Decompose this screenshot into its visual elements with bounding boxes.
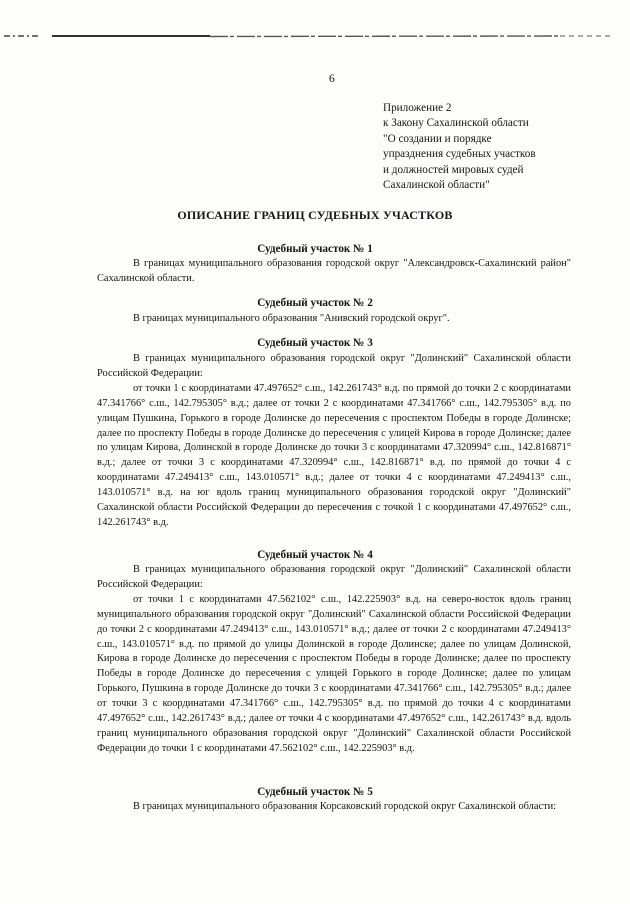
section-title-5: Судебный участок № 5 (257, 786, 373, 798)
paragraph: В границах муниципального образования городской округ "Александровск-Сахалинский район" Сахалинской области. (97, 258, 571, 284)
section-text-3 (97, 352, 571, 531)
paragraph: В границах муниципального образования "Анивский городской округ". (133, 313, 450, 324)
paragraph: В границах муниципального образования городской округ "Долинский" Сахалинской области Российской Федерации: (97, 564, 571, 590)
page-number: 6 (329, 73, 335, 85)
appendix-line: Сахалинской области" (383, 179, 490, 192)
section-text-2 (97, 312, 571, 327)
section-title-4: Судебный участок № 4 (257, 549, 373, 561)
section-text-1 (97, 257, 571, 287)
paragraph: В границах муниципального образования городской округ "Долинский" Сахалинской области Российской Федерации: (97, 353, 571, 379)
section-title-2: Судебный участок № 2 (257, 297, 373, 309)
section-title-1: Судебный участок № 1 (257, 243, 373, 255)
appendix-line: "О создании и порядке (383, 132, 492, 145)
appendix-line: и должностей мировых судей (383, 163, 524, 176)
section-text-4 (97, 563, 571, 757)
section-title-3: Судебный участок № 3 (257, 337, 373, 349)
paragraph: В границах муниципального образования Корсаковский городской округ Сахалинской области: (133, 801, 557, 812)
appendix-line: к Закону Сахалинской области (383, 117, 529, 130)
appendix-heading (383, 101, 623, 193)
appendix-line: Приложение 2 (383, 102, 452, 114)
section-text-5 (97, 800, 571, 815)
scan-edge-artifact (0, 33, 630, 39)
paragraph: от точки 1 с координатами 47.497652° с.ш., 142.261743° в.д. по прямой до точки 2 с координатами 47.341766° с.ш., 142.795305° в.д.; далее от точки 2 с координатами 47.341766° с.ш., 142.795305° в.д. по улицам Пушкина, Горького в городе Долинске до пересечения с проспектом Победы в городе Долинске; далее по проспекту Победы в городе Долинске до пересечения с улицей Кирова в городе Долинске; далее по улицам Кирова, Долинской в городе Долинске до точки 3 с координатами 47.320994° с.ш., 142.816871° в.д.; далее от точки 3 с координатами 47.320994° с.ш., 142.816871° в.д. по прямой до точки 4 с координатами 47.249413° с.ш., 143.010571° в.д.; далее от точки 4 с координатами 47.249413° с.ш., 143.010571° в.д. на юг вдоль границ муниципального образования городской округ "Долинский" Сахалинской области Российской Федерации до пересечения с точкой 1 с координатами 47.497652° с.ш., 142.261743° в.д. (97, 382, 571, 528)
document-title: ОПИСАНИЕ ГРАНИЦ СУДЕБНЫХ УЧАСТКОВ (177, 208, 453, 222)
paragraph: от точки 1 с координатами 47.562102° с.ш., 142.225903° в.д. на северо-восток вдоль границ муниципального образования городской округ "Долинский" Сахалинской области Российской Федерации до точки 2 с координатами 47.249413° с.ш., 143.010571° в.д.; далее от точки 2 с координатами 47.249413° с.ш., 143.010571° в.д. по прямой до улицы Долинской в городе Долинске; далее по улицам Долинской, Кирова в городе Долинске до пересечения с проспектом Победы в городе Долинске; далее по проспекту Победы в городе Долинске до пересечения с улицей Горького в городе Долинске; далее по улицам Горького, Пушкина в городе Долинске до точки 3 с координатами 47.341766° с.ш., 142.795305° в.д.; далее от точки 3 с координатами 47.341766° с.ш., 142.795305° в.д. по прямой до точки 4 с координатами 47.497652° с.ш., 142.261743° в.д.; далее от точки 4 с координатами 47.497652° с.ш., 142.261743° в.д. вдоль границ муниципального образования городской округ "Долинский" Сахалинской области Российской Федерации до точки 1 с координатами 47.562102° с.ш., 142.225903° в.д. (97, 593, 571, 754)
appendix-line: упразднения судебных участков (383, 148, 536, 161)
